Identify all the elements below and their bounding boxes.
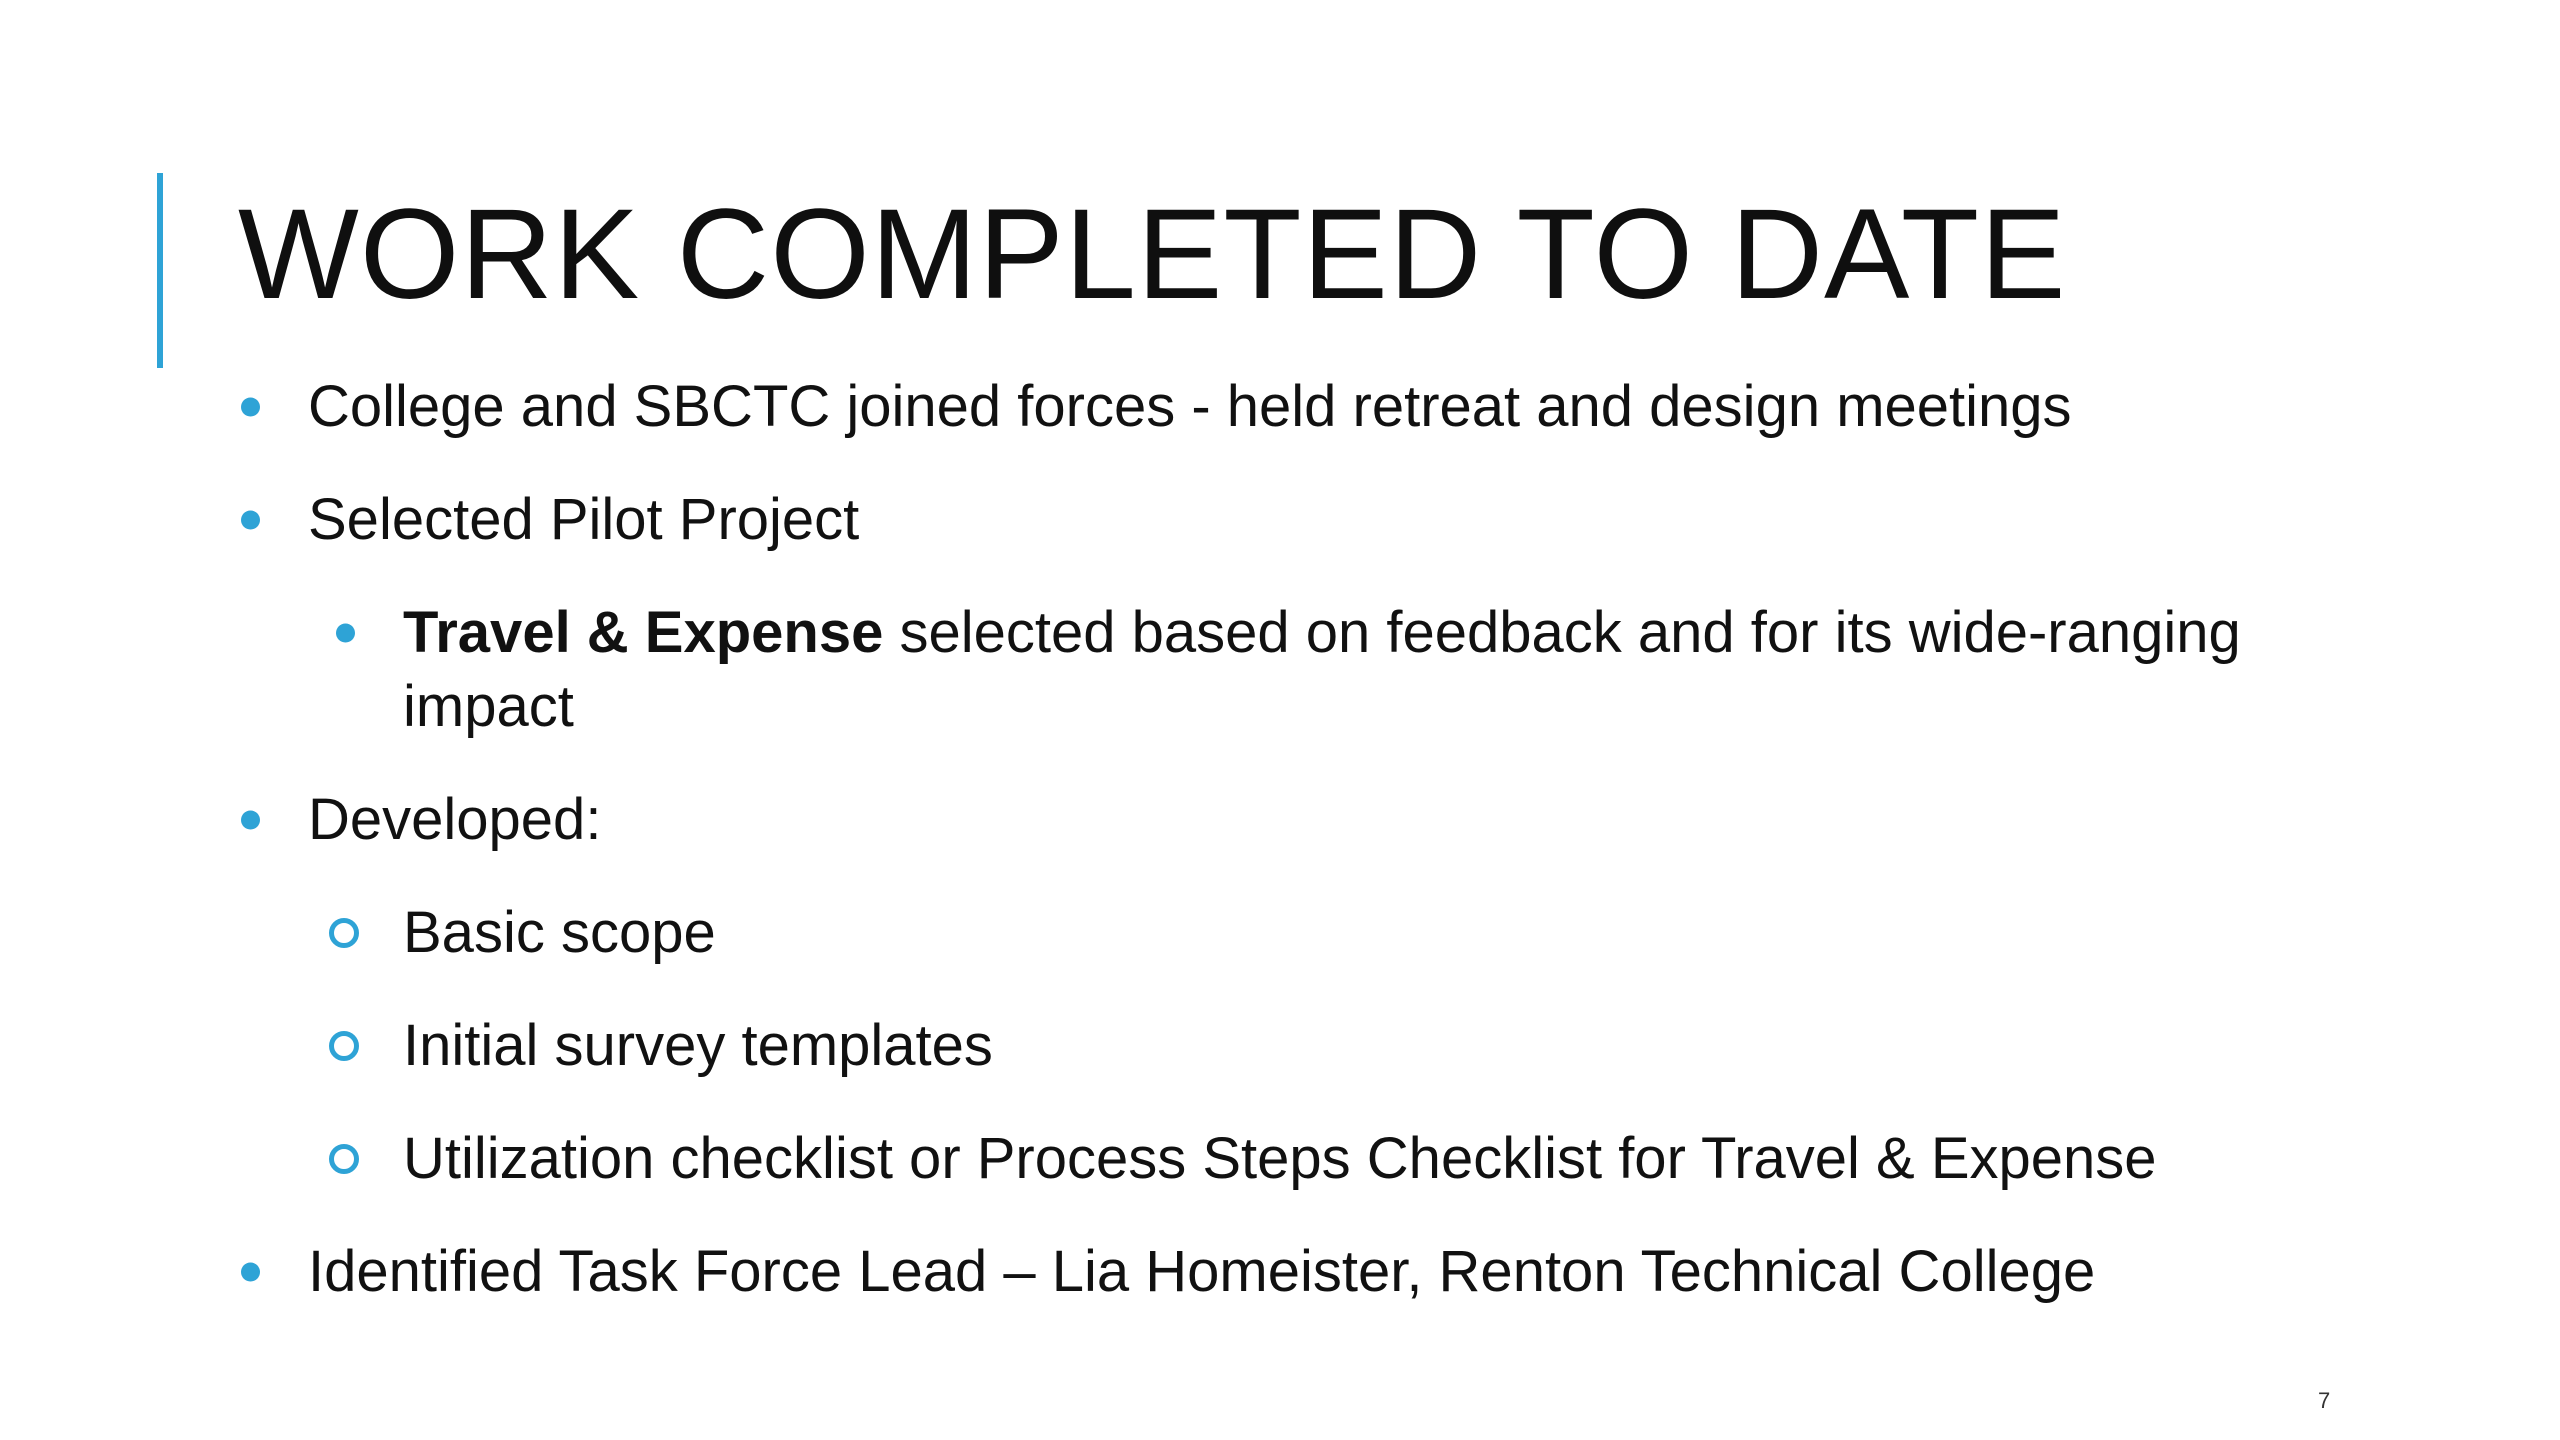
- bullet-text: Selected Pilot Project: [308, 487, 860, 552]
- title-accent-bar: [157, 173, 163, 368]
- bullet-dot-icon: [241, 398, 260, 417]
- bullet-circle-icon: [329, 1031, 359, 1061]
- bullet-text: Initial survey templates: [403, 1013, 993, 1078]
- bullet-dot-icon: [241, 511, 260, 530]
- sub-bullet-item: [230, 896, 2380, 970]
- bullet-rest-text: selected based on feedback and for its wide-ranging impact: [403, 600, 2241, 739]
- bullet-text: [403, 596, 2380, 744]
- bullet-text: Identified Task Force Lead – Lia Homeister, Renton Technical College: [308, 1239, 2096, 1304]
- bullet-item: [230, 783, 2380, 857]
- sub-bullet-item: [230, 1122, 2380, 1196]
- bullet-bold-text: Travel & Expense: [403, 600, 884, 665]
- bullet-text: Basic scope: [403, 900, 716, 965]
- bullet-dot-icon: [241, 1263, 260, 1282]
- bullet-text: College and SBCTC joined forces - held retreat and design meetings: [308, 374, 2072, 439]
- bullet-item: [230, 370, 2380, 444]
- slide-title: WORK COMPLETED TO DATE: [238, 183, 2067, 326]
- bullet-item: [230, 483, 2380, 557]
- bullet-list: [230, 370, 2380, 1348]
- bullet-dot-icon: [241, 811, 260, 830]
- bullet-dot-icon: [336, 624, 355, 643]
- sub-bullet-item: [230, 1009, 2380, 1083]
- sub-bullet-item: [230, 596, 2380, 744]
- bullet-circle-icon: [329, 918, 359, 948]
- bullet-item: [230, 1235, 2380, 1309]
- bullet-text: Developed:: [308, 787, 602, 852]
- bullet-circle-icon: [329, 1144, 359, 1174]
- page-number: 7: [2318, 1388, 2331, 1413]
- bullet-text: Utilization checklist or Process Steps Checklist for Travel & Expense: [403, 1126, 2157, 1191]
